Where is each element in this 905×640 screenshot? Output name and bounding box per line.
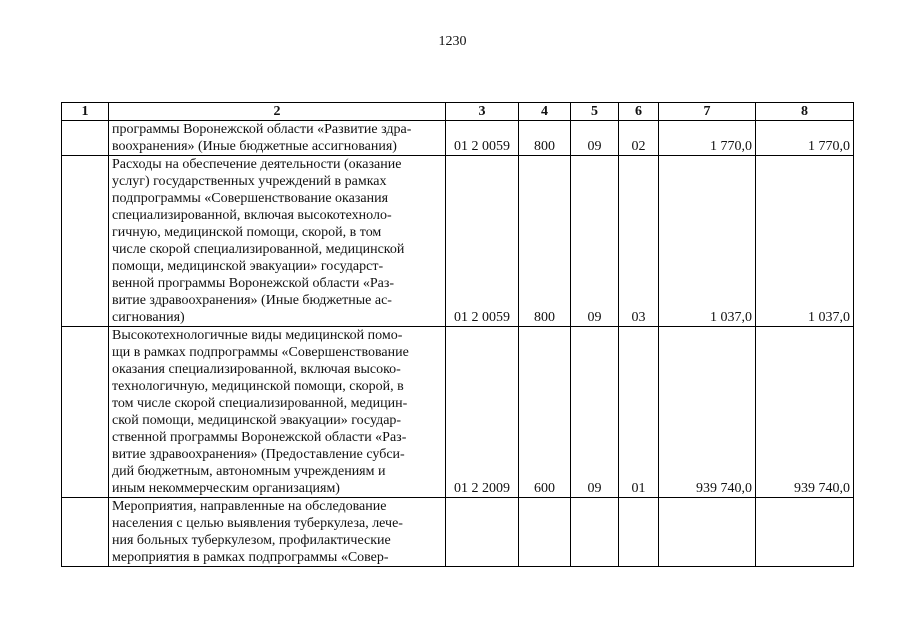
table-row <box>62 327 854 498</box>
table-row <box>62 121 854 156</box>
section-cell: 09 <box>571 156 619 327</box>
page-number: 1230 <box>438 34 467 49</box>
amount-col8-cell: 1 770,0 <box>756 121 854 156</box>
header-col-4: 4 <box>519 103 571 121</box>
target-code-cell: 01 2 0059 <box>446 156 519 327</box>
amount-col7-cell: 1 037,0 <box>659 156 756 327</box>
table-row <box>62 156 854 327</box>
subsection-cell: 01 <box>619 327 659 498</box>
header-col-6: 6 <box>619 103 659 121</box>
table-header-row <box>62 103 854 121</box>
subsection-cell: 02 <box>619 121 659 156</box>
header-col-5: 5 <box>571 103 619 121</box>
amount-col8-cell <box>756 498 854 567</box>
description-cell: Мероприятия, направленные на обследование населения с целью выявления туберкулеза, лече- ния больных туберкулезом, профилактические мероприятия в рамках подпрограммы «Совер- <box>109 498 446 567</box>
amount-col8-cell: 939 740,0 <box>756 327 854 498</box>
subsection-cell <box>619 498 659 567</box>
amount-col7-cell <box>659 498 756 567</box>
target-code-cell: 01 2 2009 <box>446 327 519 498</box>
table-row <box>62 498 854 567</box>
description-cell: Высокотехнологичные виды медицинской помо- щи в рамках подпрограммы «Совершенствование оказания специализированной, включая высоко- технологичную, медицинской помощи, скорой, в том числе скорой специализированной, медицин- ской помощи, медицинской эвакуации» государ- ственной программы Воронежской области «Раз- витие здравоохранения» (Предоставление субси- дий бюджетным, автономным учреждениям и иным некоммерческим организациям) <box>109 327 446 498</box>
target-code-cell <box>446 498 519 567</box>
row-number-cell <box>62 498 109 567</box>
header-col-7: 7 <box>659 103 756 121</box>
expense-type-cell: 800 <box>519 156 571 327</box>
amount-col7-cell: 1 770,0 <box>659 121 756 156</box>
row-number-cell <box>62 121 109 156</box>
budget-table <box>61 102 854 567</box>
header-col-3: 3 <box>446 103 519 121</box>
expense-type-cell: 600 <box>519 327 571 498</box>
section-cell: 09 <box>571 327 619 498</box>
description-cell: Расходы на обеспечение деятельности (оказание услуг) государственных учреждений в рамках подпрограммы «Совершенствование оказания специализированной, включая высокотехноло- гичную, медицинской помощи, скорой, в том числе скорой специализированной, медицинской помощи, медицинской эвакуации» государст- венной программы Воронежской области «Раз- витие здравоохранения» (Иные бюджетные ас- сигнования) <box>109 156 446 327</box>
row-number-cell <box>62 156 109 327</box>
amount-col8-cell: 1 037,0 <box>756 156 854 327</box>
row-number-cell <box>62 327 109 498</box>
amount-col7-cell: 939 740,0 <box>659 327 756 498</box>
target-code-cell: 01 2 0059 <box>446 121 519 156</box>
header-col-2: 2 <box>109 103 446 121</box>
header-col-8: 8 <box>756 103 854 121</box>
section-cell: 09 <box>571 121 619 156</box>
subsection-cell: 03 <box>619 156 659 327</box>
header-col-1: 1 <box>62 103 109 121</box>
expense-type-cell <box>519 498 571 567</box>
section-cell <box>571 498 619 567</box>
description-cell: программы Воронежской области «Развитие здра- воохранения» (Иные бюджетные ассигнования) <box>109 121 446 156</box>
expense-type-cell: 800 <box>519 121 571 156</box>
